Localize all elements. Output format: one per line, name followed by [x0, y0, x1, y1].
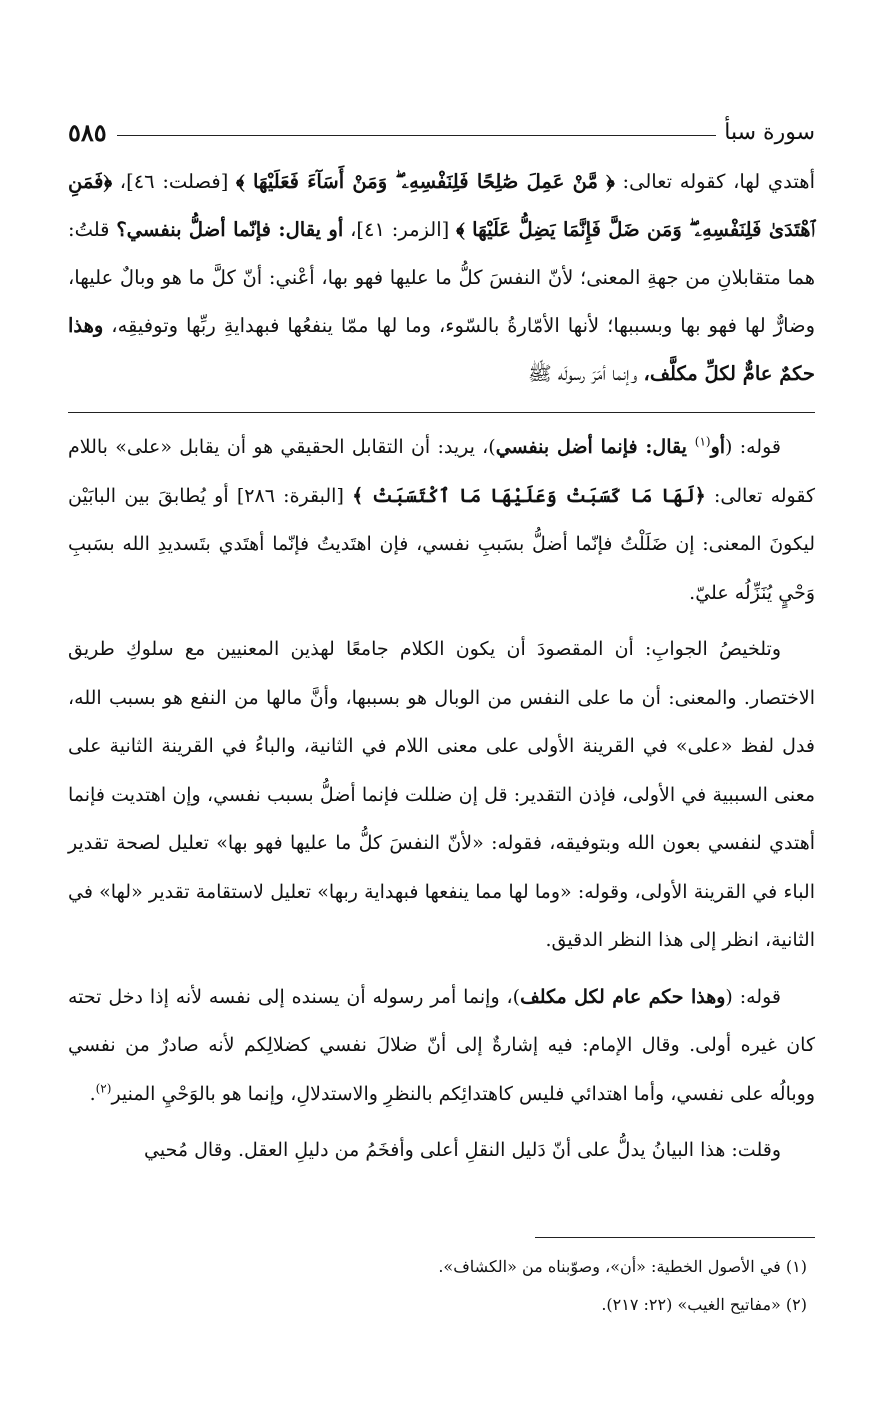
- section-divider: [68, 412, 815, 413]
- footnote-marker: (١): [694, 434, 711, 449]
- text-run: أهتدي لها، كقوله تعالى:: [614, 170, 816, 193]
- footnote-rule: [535, 1237, 815, 1238]
- footnote-1: (١) في الأصول الخطية: «أن»، وصوّبناه من «الكشاف».: [438, 1256, 807, 1276]
- commentary-paragraph: وقلت: هذا البيانُ يدلُّ على أنّ دَليل النقلِ أعلى وأفخَمُ من دليلِ العقل. وقال مُحيي: [144, 1139, 781, 1161]
- text-run: قوله: (: [725, 985, 781, 1008]
- quran-verse: ﴿ مَّنْ عَمِلَ صَٰلِحًا فَلِنَفْسِهِۦ ۖ وَمَنْ أَسَآءَ فَعَلَيْهَا ﴾: [236, 170, 615, 193]
- footnote-marker: (٢): [95, 1081, 112, 1096]
- commentary-paragraph: وتلخيصُ الجوابِ: أن المقصودَ أن يكون الكلام جامعًا لهذين المعنيين مع سلوكِ طريق الاختصار. والمعنى: أن ما على النفس من الوبال هو بسببها، وأنَّ مالها من النفع هو بسبب الله، فدل لفظ «على» في القرينة الأولى على معنى اللام في الثانية، والباءُ في القرينة الثانية على معنى السببية في الأولى، فإذن التقدير: قل إن ضللت فإنما أضلُّ بسبب نفسي، وإن اهتديت فإنما أهتدي لنفسي بعون الله وبتوفيقه، فقوله: «لأنّ النفسَ كلُّ ما عليها فهو بها» تعليل لصحة تقدير الباء في القرينة الأولى، وقوله: «وما لها مما ينفعها فبهداية ربها» تعليل لاستقامة تقدير «لها» في الثانية، انظر إلى هذا النظر الدقيق.: [68, 638, 815, 951]
- text-run: )، وإنما أمر رسوله أن يسنده إلى نفسه لأنه إذا دخل تحته كان غيره أولى. وقال الإمام: فيه إشارةٌ إلى أنّ ضلالَ نفسي كضلالِكم لأنه صادرٌ من نفسي ووبالُه على نفسي، وأما اهتدائي فليس كاهتدائِكم بالنظرِ والاستدلالِ، وإنما هو بالوَحْيِ المنير: [68, 985, 815, 1105]
- text-run: )، يريد: أن التقابل الحقيقي هو أن يقابل «على» باللام كقوله تعالى:: [68, 436, 816, 507]
- bold-phrase: وهذا حكم عام لكل مكلف: [520, 985, 726, 1008]
- page-number: ٥٨٥: [68, 117, 107, 147]
- bold-phrase: يقال: فإنما أضل بنفسي: [495, 436, 695, 458]
- verse-reference: [الزمر: ٤١]،: [343, 218, 457, 241]
- text-run: قلتُ: هما متقابلانِ من جهةِ المعنى؛ لأنّ النفسَ كلُّ ما عليها فهو بها، أعْني: أنّ كلَّ ما هو وبالٌ عليها، وضارٌّ لها فهو بها وبسببها؛ لأنها الأمّارةُ بالسّوء، وما لها ممّا ينفعُها فبهدايةِ ربِّها وتوفيقِه،: [68, 218, 815, 337]
- verse-reference: [فصلت: ٤٦]،: [112, 170, 237, 193]
- commentary-paragraph: [68, 423, 815, 617]
- page-header: [68, 108, 815, 156]
- commentary: [68, 423, 815, 1175]
- surah-title: سورة سبأ: [724, 119, 815, 145]
- commentary-paragraph: [68, 973, 815, 1119]
- bold-phrase: أو يقال: فإنّما أضلُّ بنفسي؟: [116, 218, 344, 241]
- quran-verse: ﴿فَمَنِ ٱهْتَدَىٰ فَلِنَفْسِهِۦ ۖ وَمَن ضَلَّ فَإِنَّمَا يَضِلُّ عَلَيْهَا ﴾: [68, 170, 815, 241]
- text-run: .: [89, 1082, 96, 1105]
- text-run: [البقرة: ٢٨٦] أو يُطابقَ بين البابَيْن ليكونَ المعنى: إن ضَلَلْتُ فإنّما أضلُّ بسَببِ نفسي، فإن اهتَديتُ فإنّما أهتَدي بتَسديدِ الله بسَببِ وَحْيٍ يُنَزِّلُه عليّ.: [68, 484, 815, 604]
- main-text: [68, 158, 815, 398]
- bold-phrase: وهذا حكمٌ عامٌّ لكلِّ مكلَّف،: [68, 314, 815, 385]
- footnotes: [68, 1248, 815, 1324]
- bold-phrase: أو: [710, 436, 726, 458]
- quran-verse: ﴿لَهَا مَا كَسَبَتْ وَعَلَيْهَا مَا ٱكْتَسَبَتْ ﴾: [352, 484, 706, 507]
- header-rule: [117, 135, 717, 136]
- text-run: وإنما أمَرَ رسولَه ﷺ: [528, 362, 644, 385]
- text-run: قوله: (: [725, 436, 781, 458]
- footnote-2: (٢) «مفاتيح الغيب» (٢٢: ٢١٧).: [601, 1294, 807, 1314]
- book-page: [68, 108, 815, 1368]
